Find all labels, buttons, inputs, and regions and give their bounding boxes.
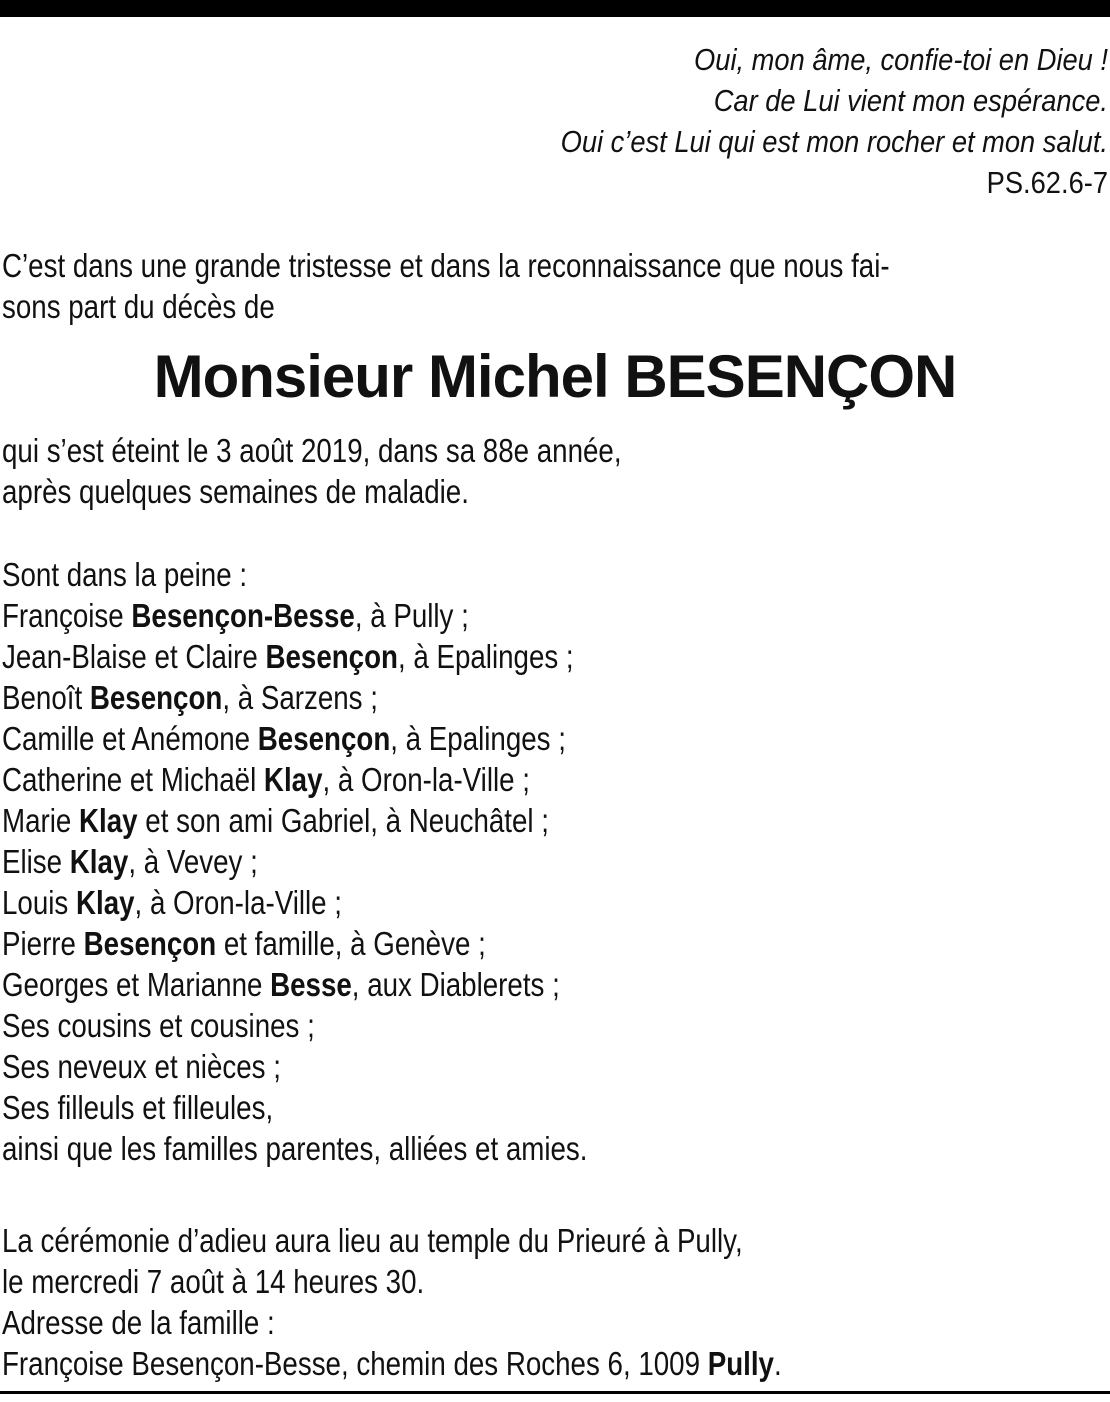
mourner-relatives: Ses filleuls et filleules,	[2, 1089, 274, 1126]
mourner-place: , aux Diablerets ;	[351, 966, 560, 1003]
mourner-place: , à Epalinges ;	[390, 720, 566, 757]
mourner-given: Camille et Anémone	[2, 720, 258, 757]
mourner-entry	[2, 677, 587, 718]
mourner-given: Jean-Blaise et Claire	[2, 638, 266, 675]
death-notice-line: après quelques semaines de maladie.	[2, 473, 469, 510]
mourner-entry	[2, 636, 587, 677]
mourner-given: Georges et Marianne	[2, 966, 271, 1003]
family-address-label: Adresse de la famille :	[2, 1304, 275, 1341]
mourner-given: Françoise	[2, 597, 132, 634]
ceremony-line: le mercredi 7 août à 14 heures 30.	[2, 1263, 425, 1300]
death-notice-line: qui s’est éteint le 3 août 2019, dans sa 88e année,	[2, 432, 622, 469]
mourner-given: Benoît	[2, 679, 90, 716]
mourner-place: , à Pully ;	[354, 597, 469, 634]
mourner-given: Marie	[2, 802, 80, 839]
intro-line: sons part du décès de	[2, 288, 275, 325]
mourner-entry	[2, 923, 587, 964]
mourner-given: Louis	[2, 884, 76, 921]
ceremony-line: La cérémonie d’adieu aura lieu au temple du Prieuré à Pully,	[2, 1222, 743, 1259]
scripture-verse	[316, 40, 1108, 204]
mourners-list	[2, 554, 587, 1169]
family-address	[2, 1343, 782, 1384]
mourner-surname: Besençon-Besse	[131, 597, 355, 634]
deceased-name: Monsieur Michel BESENÇON	[153, 343, 957, 410]
mourner-surname: Besençon	[265, 638, 398, 675]
mourner-entry	[2, 882, 587, 923]
mourner-entry	[2, 718, 587, 759]
mourner-entry	[2, 759, 587, 800]
intro-paragraph	[2, 245, 890, 327]
mourners-heading: Sont dans la peine :	[2, 556, 248, 593]
mourner-relatives: Ses neveux et nièces ;	[2, 1048, 281, 1085]
top-rule	[0, 0, 1110, 17]
mourner-surname: Klay	[263, 761, 323, 798]
mourner-place: et son ami Gabriel, à Neuchâtel ;	[137, 802, 549, 839]
address-end: .	[773, 1345, 782, 1382]
address-street: Françoise Besençon-Besse, chemin des Roches 6, 1009	[2, 1345, 708, 1382]
mourner-surname: Besençon	[89, 679, 223, 716]
verse-line: Oui, mon âme, confie-toi en Dieu !	[694, 42, 1108, 77]
mourner-surname: Klay	[79, 802, 138, 839]
mourner-place: , à Sarzens ;	[222, 679, 378, 716]
verse-reference: PS.62.6-7	[986, 165, 1108, 200]
mourner-place: , à Oron-la-Ville ;	[322, 761, 530, 798]
address-city: Pully	[707, 1345, 774, 1382]
intro-line: C’est dans une grande tristesse et dans la reconnaissance que nous fai-	[2, 247, 890, 284]
mourner-relatives: Ses cousins et cousines ;	[2, 1007, 315, 1044]
mourner-surname: Besse	[270, 966, 352, 1003]
mourner-given: Catherine et Michaël	[2, 761, 264, 798]
ceremony-info	[2, 1220, 782, 1384]
mourner-place: et famille, à Genève ;	[216, 925, 486, 962]
mourner-given: Pierre	[2, 925, 84, 962]
mourner-surname: Besençon	[83, 925, 217, 962]
mourner-entry	[2, 595, 587, 636]
mourner-place: , à Oron-la-Ville ;	[134, 884, 343, 921]
mourner-entry	[2, 800, 587, 841]
mourner-entry	[2, 964, 587, 1005]
verse-line: Oui c’est Lui qui est mon rocher et mon salut.	[560, 124, 1108, 159]
mourner-relatives: ainsi que les familles parentes, alliées et amies.	[2, 1130, 588, 1167]
mourner-surname: Klay	[75, 884, 135, 921]
mourner-surname: Klay	[69, 843, 129, 880]
death-notice	[2, 430, 622, 512]
mourner-surname: Besençon	[257, 720, 391, 757]
mourner-place: , à Vevey ;	[128, 843, 258, 880]
verse-line: Car de Lui vient mon espérance.	[713, 83, 1108, 118]
mourner-place: , à Epalinges ;	[397, 638, 574, 675]
mourner-given: Elise	[2, 843, 70, 880]
mourner-entry	[2, 841, 587, 882]
bottom-rule	[0, 1391, 1110, 1394]
